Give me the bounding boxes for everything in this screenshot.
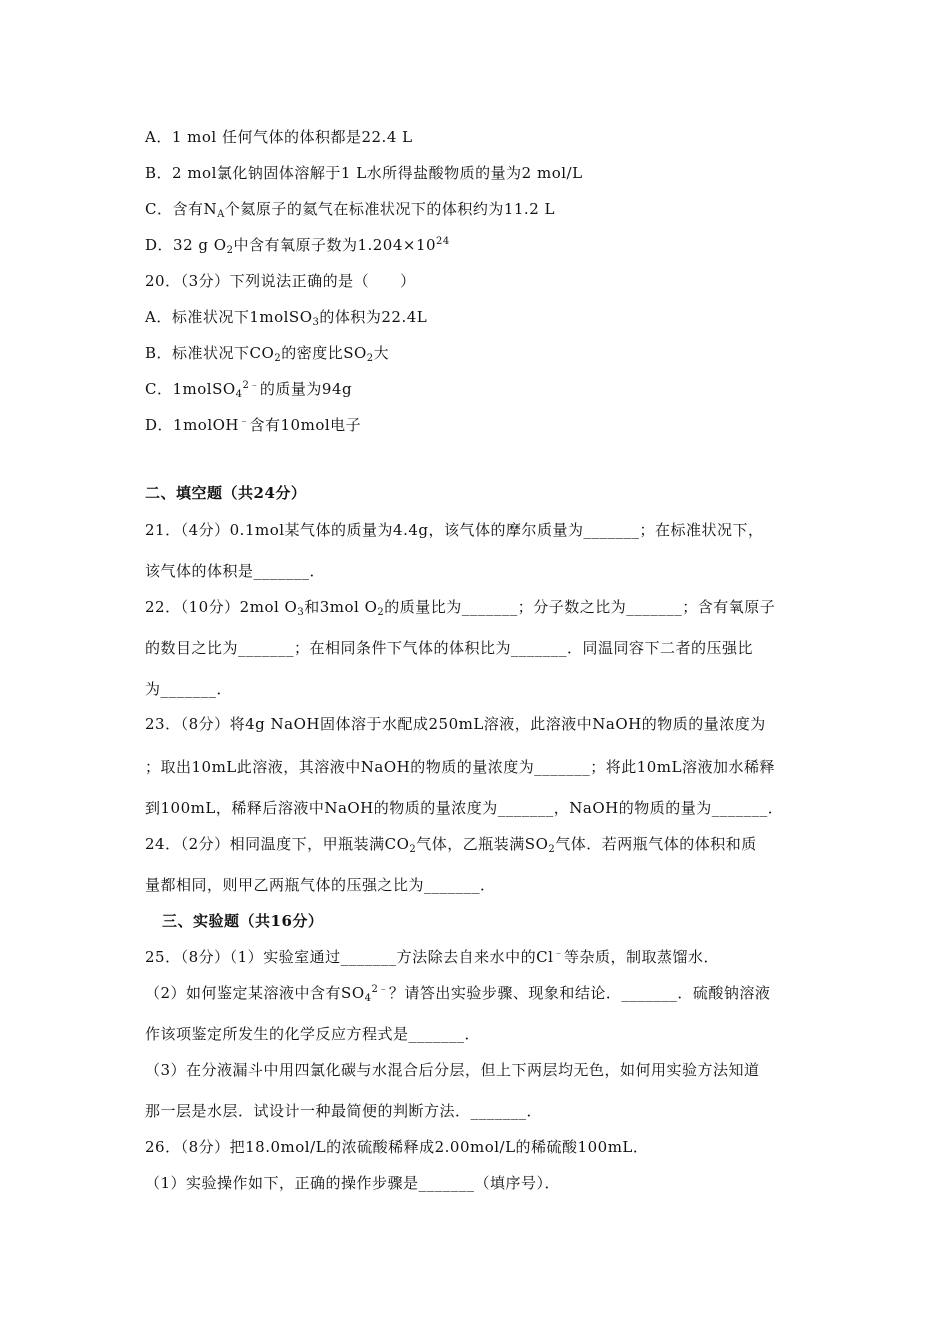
- q21-line-1: [145, 520, 764, 540]
- question-text: 21．（4分）0.1mol某气体的质量为4.4g，该气体的摩尔质量为_______；在标准状况下，: [145, 521, 764, 539]
- question-text: 该气体的体积是_______．: [145, 562, 326, 580]
- section-title: 三、实验题（共16分）: [162, 912, 324, 930]
- question-text: 气体．若两瓶气体的体积和质: [555, 835, 757, 853]
- subscript: 2: [274, 353, 282, 364]
- question-text: 的数目之比为_______；在相同条件下气体的体积比为_______．同温同容下二者的压强比: [145, 639, 754, 657]
- question-text: 和3mol O: [304, 598, 378, 616]
- q25-line-2: [145, 983, 770, 1003]
- question-text: 23．（8分）将4g NaOH固体溶于水配成250mL溶液，此溶液中NaOH的物质的量浓度为: [145, 715, 766, 733]
- q21-line-2: [145, 561, 325, 581]
- question-text: 22．（10分）2mol O: [145, 598, 298, 616]
- question-text: 气体，乙瓶装满SO: [416, 835, 549, 853]
- q22-line-2: [145, 638, 753, 658]
- q19-option-d: [145, 235, 450, 255]
- subscript: 2: [366, 353, 374, 364]
- q20-option-d: [145, 415, 361, 435]
- question-text: 量都相同，则甲乙两瓶气体的压强之比为_______．: [145, 876, 496, 894]
- subscript: A: [217, 209, 225, 220]
- option-text: A．1 mol 任何气体的体积都是22.4 L: [145, 128, 413, 146]
- q24-line-2: [145, 875, 496, 895]
- superscript: 24: [436, 236, 450, 247]
- question-text: 26．（8分）把18.0mol/L的浓硫酸稀释成2.00mol/L的稀硫酸100mL．: [145, 1138, 649, 1156]
- subscript: 2: [226, 245, 234, 256]
- subscript: 2: [409, 844, 417, 855]
- q26-line-2: [145, 1173, 560, 1193]
- q20-option-a: [145, 307, 427, 327]
- superscript: 2﹣: [242, 380, 260, 391]
- option-text: 的体积为22.4L: [319, 308, 428, 326]
- q25-line-3: [145, 1024, 480, 1044]
- question-text: 24．（2分）相同温度下，甲瓶装满CO: [145, 835, 410, 853]
- superscript: ﹣: [239, 416, 250, 427]
- superscript: ﹣: [553, 948, 564, 959]
- question-text: ？请答出实验步骤、现象和结论．_______．硫酸钠溶液: [388, 984, 771, 1002]
- option-text: C．1molSO: [145, 380, 236, 398]
- option-text: 的质量为94g: [259, 380, 353, 398]
- q25-line-5: [145, 1101, 542, 1121]
- section-2-title: [145, 483, 306, 503]
- option-text: C．含有N: [145, 200, 218, 218]
- question-text: 为_______．: [145, 680, 233, 698]
- q20-stem: [145, 271, 416, 291]
- question-text: （1）实验操作如下，正确的操作步骤是_______（填序号）．: [145, 1174, 561, 1192]
- q26-line-1: [145, 1137, 648, 1157]
- q23-line-2: [145, 757, 775, 777]
- option-text: 个氦原子的氦气在标准状况下的体积约为11.2 L: [224, 200, 555, 218]
- subscript: 3: [297, 607, 305, 618]
- question-text: ；取出10mL此溶液，其溶液中NaOH的物质的量浓度为_______；将此10mL溶液加水稀释: [145, 758, 775, 776]
- question-text: 25．（8分）（1）实验室通过_______方法除去自来水中的Cl: [145, 948, 554, 966]
- q20-option-c: [145, 379, 352, 399]
- option-text: B．标准状况下CO: [145, 344, 275, 362]
- question-text: （3）在分液漏斗中用四氯化碳与水混合后分层，但上下两层均无色，如何用实验方法知道: [145, 1061, 760, 1079]
- question-text: （2）如何鉴定某溶液中含有SO: [145, 984, 365, 1002]
- q20-option-b: [145, 343, 389, 363]
- subscript: 4: [364, 993, 372, 1004]
- subscript: 4: [235, 389, 243, 400]
- q25-line-1: [145, 947, 719, 967]
- question-text: 20．（3分）下列说法正确的是（ ）: [145, 272, 416, 290]
- option-text: 含有10mol电子: [249, 416, 362, 434]
- section-3-title: [162, 911, 323, 931]
- q23-line-1: [145, 714, 766, 734]
- q22-line-1: [145, 597, 775, 617]
- option-text: 大: [373, 344, 390, 362]
- question-text: 作该项鉴定所发生的化学反应方程式是_______．: [145, 1025, 481, 1043]
- option-text: 中含有氧原子数为1.204×10: [233, 236, 437, 254]
- subscript: 3: [312, 317, 320, 328]
- question-text: 的质量比为_______；分子数之比为_______；含有氧原子: [384, 598, 776, 616]
- option-text: D．1molOH: [145, 416, 240, 434]
- subscript: 2: [548, 844, 556, 855]
- q19-option-b: [145, 163, 583, 183]
- option-text: 的密度比SO: [281, 344, 367, 362]
- option-text: D．32 g O: [145, 236, 227, 254]
- question-text: 到100mL，稀释后溶液中NaOH的物质的量浓度为_______，NaOH的物质的量为_______．: [145, 799, 784, 817]
- section-title: 二、填空题（共24分）: [145, 484, 307, 502]
- option-text: A．标准状况下1molSO: [145, 308, 313, 326]
- superscript: 2﹣: [371, 984, 389, 995]
- q19-option-a: [145, 127, 413, 147]
- subscript: 2: [377, 607, 385, 618]
- question-text: 那一层是水层．试设计一种最简便的判断方法．_______．: [145, 1102, 543, 1120]
- q24-line-1: [145, 834, 757, 854]
- q25-line-4: [145, 1060, 760, 1080]
- question-text: 等杂质，制取蒸馏水．: [563, 948, 719, 966]
- option-text: B．2 mol氯化钠固体溶解于1 L水所得盐酸物质的量为2 mol/L: [145, 164, 583, 182]
- q22-line-3: [145, 679, 232, 699]
- q23-line-3: [145, 798, 783, 818]
- q19-option-c: [145, 199, 555, 219]
